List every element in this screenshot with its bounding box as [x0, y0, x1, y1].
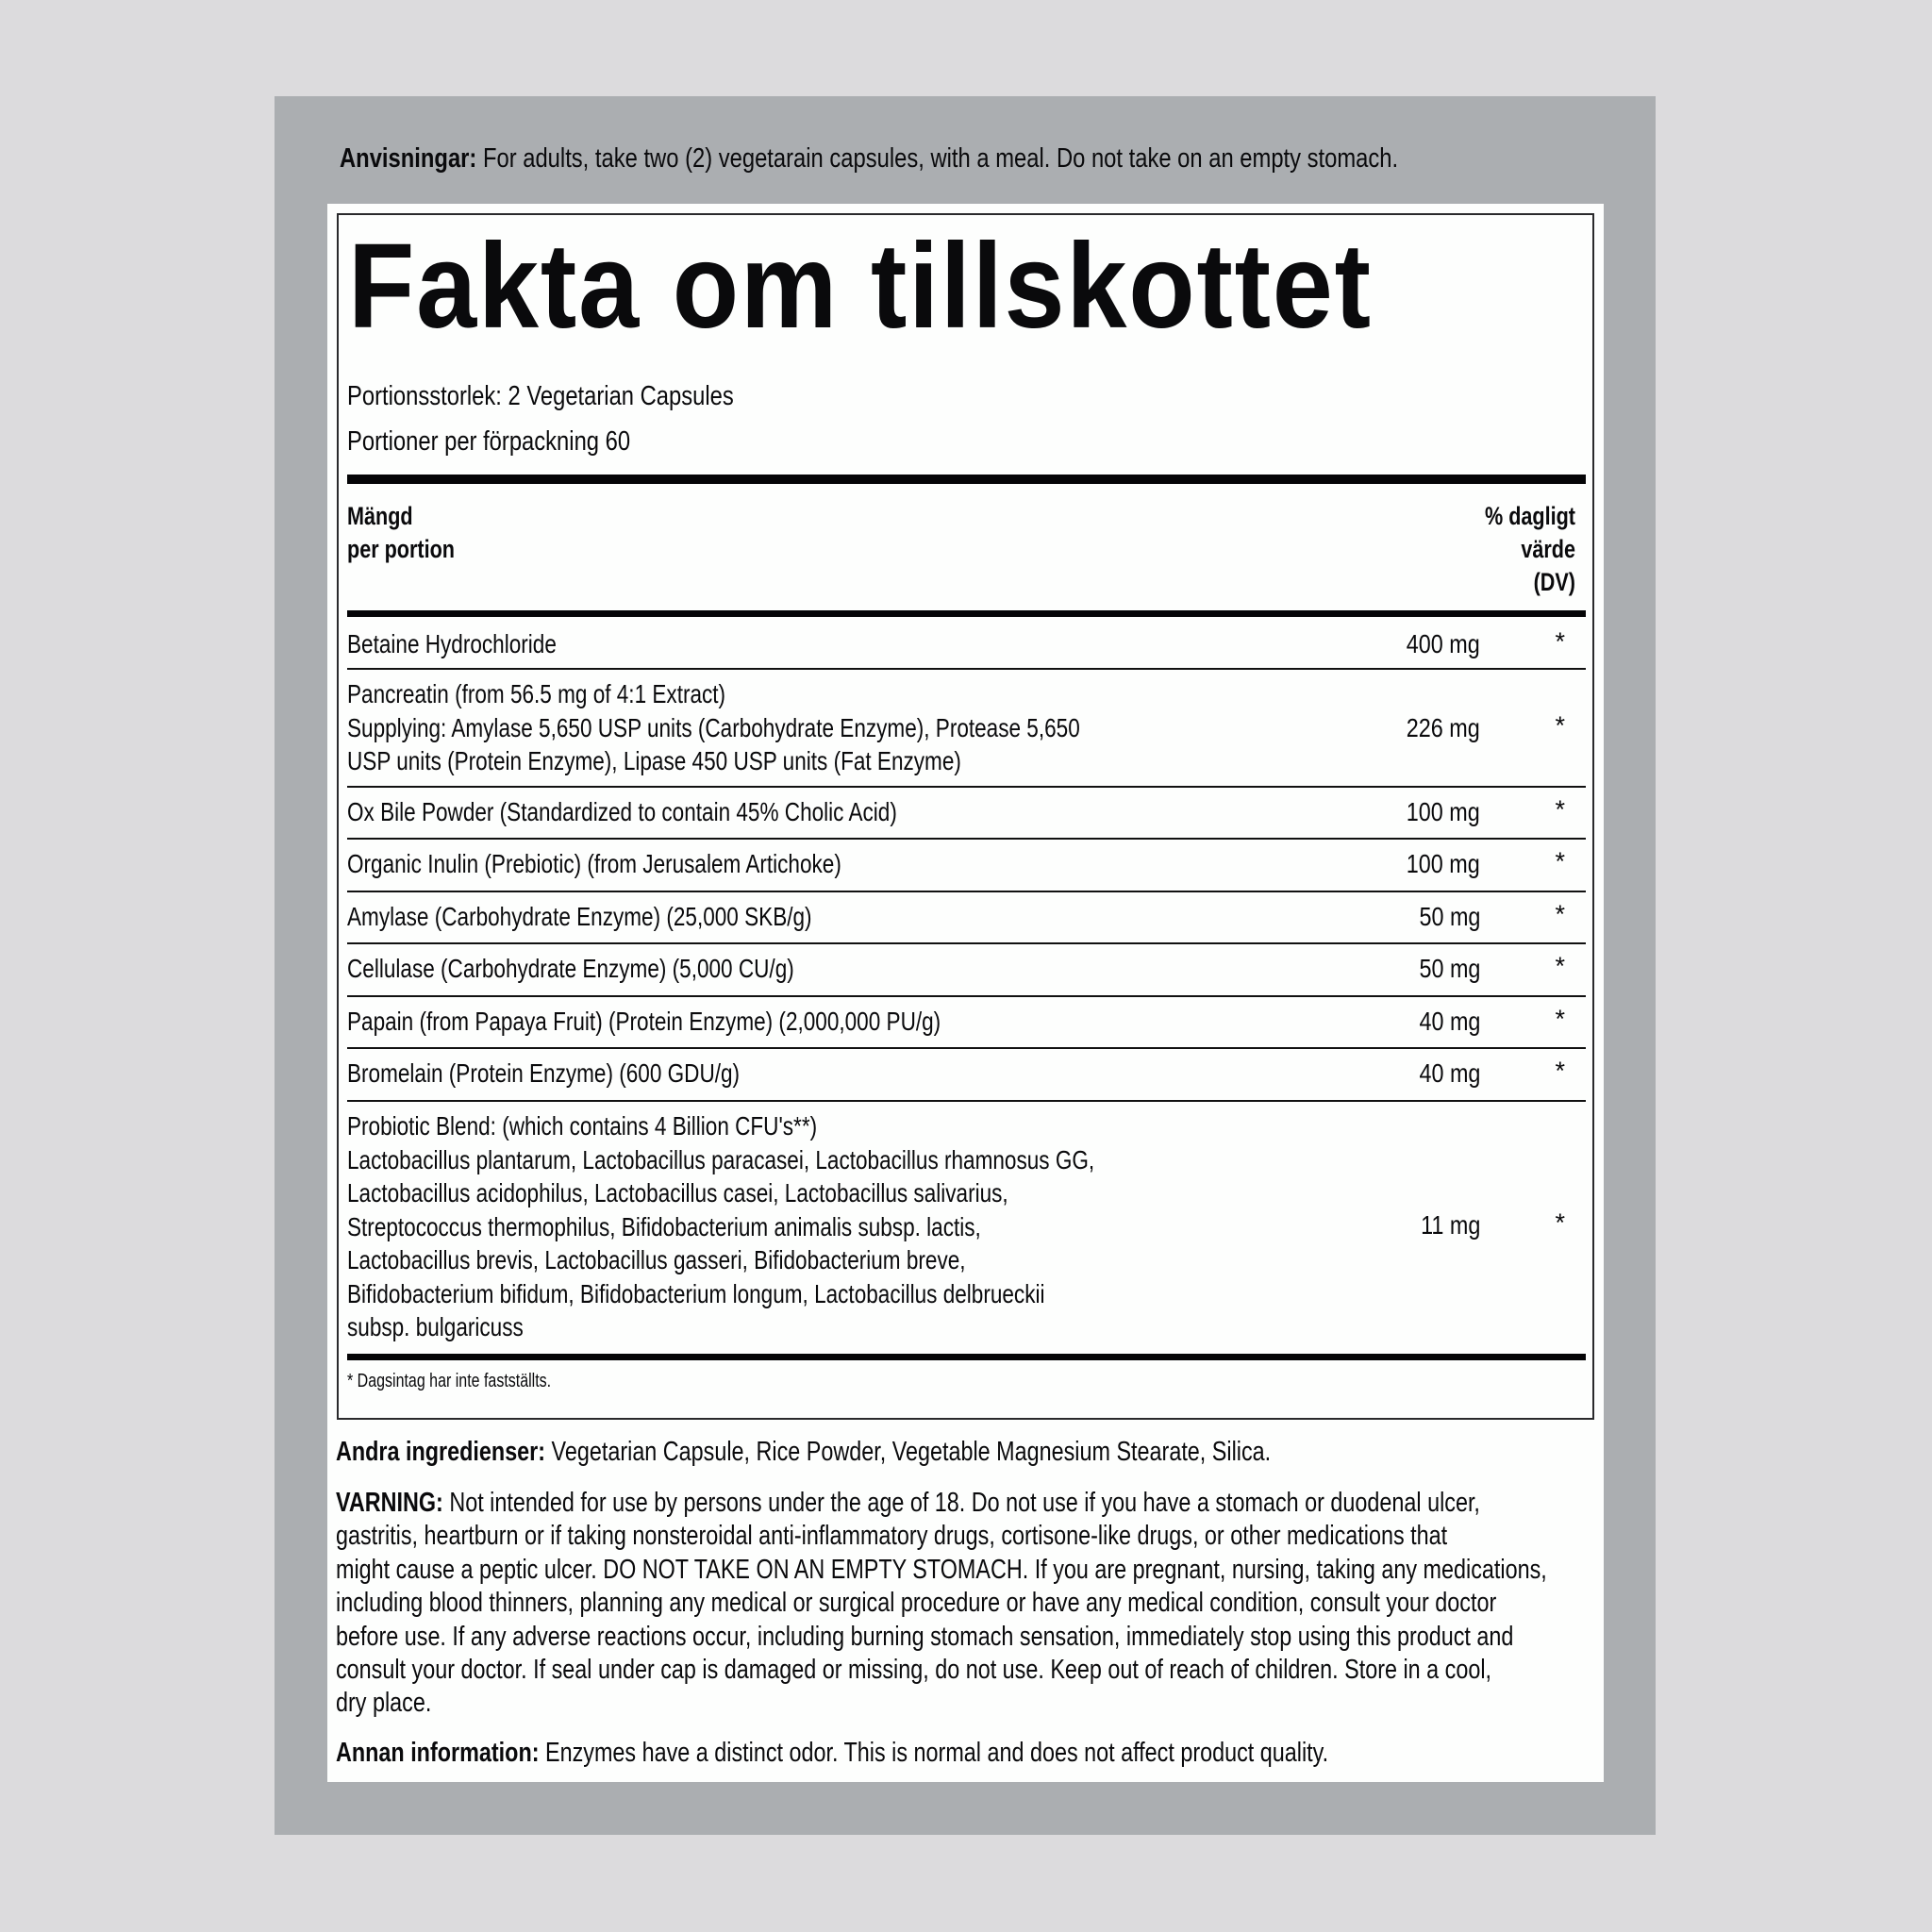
- divider-thin: [347, 1100, 1586, 1102]
- ingredient-name: [347, 677, 1080, 778]
- ingredient-amount: 400 mg: [1407, 629, 1480, 658]
- ingredient-amount: 226 mg: [1407, 713, 1480, 742]
- daily-value-footnote: * Dagsintag har inte fastställts.: [347, 1371, 552, 1391]
- facts-title: Fakta om tillskottet: [348, 219, 1373, 354]
- divider-thin: [347, 786, 1586, 788]
- header-left-line: per portion: [347, 535, 455, 563]
- name-line: Lactobacillus brevis, Lactobacillus gasseri, Bifidobacterium breve,: [347, 1245, 966, 1274]
- ingredient-amount: 50 mg: [1419, 954, 1480, 983]
- name-line: Streptococcus thermophilus, Bifidobacterium animalis subsp. lactis,: [347, 1211, 981, 1241]
- table-row: [347, 1054, 1586, 1091]
- name-line: Ox Bile Powder (Standardized to contain 45% Cholic Acid): [347, 797, 897, 826]
- table-row: [347, 1002, 1586, 1040]
- table-row: [347, 949, 1586, 987]
- other-ingredients: [336, 1436, 1373, 1469]
- ingredient-amount: 40 mg: [1419, 1058, 1480, 1088]
- amount-per-serving-header: [347, 500, 455, 566]
- name-line: Supplying: Amylase 5,650 USP units (Carbohydrate Enzyme), Protease 5,650: [347, 712, 1080, 742]
- ingredient-amount: 100 mg: [1407, 797, 1480, 826]
- daily-value: *: [1555, 1208, 1565, 1237]
- header-right-line: värde: [1521, 535, 1575, 563]
- name-line: USP units (Protein Enzyme), Lipase 450 USP units (Fat Enzyme): [347, 746, 961, 775]
- divider-thin: [347, 995, 1586, 997]
- name-line: Amylase (Carbohydrate Enzyme) (25,000 SKB/g): [347, 902, 812, 931]
- servings-per-container: Portioner per förpackning 60: [347, 426, 631, 457]
- ingredient-amount: 100 mg: [1407, 849, 1480, 878]
- ingredient-name: [347, 627, 557, 661]
- table-row: [347, 792, 1586, 830]
- ingredient-amount: 11 mg: [1420, 1210, 1480, 1240]
- daily-value: *: [1555, 1057, 1565, 1085]
- warning-line: gastritis, heartburn or if taking nonsteroidal anti-inflammatory drugs, cortisone-like drugs, or other medications that: [336, 1521, 1448, 1552]
- name-line: Organic Inulin (Prebiotic) (from Jerusalem Artichoke): [347, 849, 841, 878]
- directions-label: Anvisningar:: [340, 143, 477, 174]
- supplement-facts-box: [337, 213, 1594, 1420]
- warning-line: dry place.: [336, 1688, 432, 1719]
- warning-text: Not intended for use by persons under the age of 18. Do not use if you have a stomach or duodenal ulcer,: [442, 1488, 1480, 1518]
- divider-thick: [347, 475, 1586, 484]
- ingredient-name: [347, 1005, 941, 1039]
- name-line: Betaine Hydrochloride: [347, 629, 557, 658]
- divider-thin: [347, 1047, 1586, 1049]
- divider-thin: [347, 668, 1586, 670]
- name-line: Pancreatin (from 56.5 mg of 4:1 Extract): [347, 679, 726, 708]
- directions-text: For adults, take two (2) vegetarain capsules, with a meal. Do not take on an empty stomach.: [476, 143, 1399, 174]
- warning-line: including blood thinners, planning any medical or surgical procedure or have any medical condition, consult your doctor: [336, 1588, 1497, 1619]
- table-row: [347, 675, 1586, 786]
- ingredient-name: [347, 795, 897, 829]
- header-left-line: Mängd: [347, 502, 413, 530]
- name-line: Probiotic Blend: (which contains 4 Billion CFU's**): [347, 1111, 818, 1141]
- other-information-label: Annan information:: [336, 1738, 540, 1768]
- daily-value: *: [1555, 847, 1565, 875]
- ingredient-name: [347, 1109, 1094, 1344]
- header-right-line: % dagligt: [1485, 502, 1575, 530]
- ingredient-name: [347, 900, 812, 934]
- other-information: [336, 1737, 1373, 1770]
- ingredient-amount: 40 mg: [1419, 1007, 1480, 1036]
- ingredient-name: [347, 847, 841, 881]
- warning-line: consult your doctor. If seal under cap is damaged or missing, do not use. Keep out of reach of children. Store in a cool,: [336, 1655, 1492, 1686]
- name-line: Lactobacillus plantarum, Lactobacillus paracasei, Lactobacillus rhamnosus GG,: [347, 1144, 1095, 1174]
- other-ingredients-text: Vegetarian Capsule, Rice Powder, Vegetable Magnesium Stearate, Silica.: [545, 1437, 1272, 1467]
- directions: [340, 143, 1399, 175]
- name-line: Cellulase (Carbohydrate Enzyme) (5,000 CU/g): [347, 954, 794, 983]
- divider-thick: [347, 610, 1586, 617]
- header-right-line: (DV): [1533, 568, 1575, 596]
- divider-thin: [347, 891, 1586, 892]
- name-line: Bromelain (Protein Enzyme) (600 GDU/g): [347, 1058, 741, 1088]
- ingredient-name: [347, 1057, 740, 1091]
- warning-line: [336, 1487, 1480, 1520]
- name-line: Lactobacillus acidophilus, Lactobacillus casei, Lactobacillus salivarius,: [347, 1178, 1008, 1208]
- warning-label: VARNING:: [336, 1488, 443, 1518]
- other-information-text: Enzymes have a distinct odor. This is normal and does not affect product quality.: [539, 1738, 1329, 1768]
- name-line: Papain (from Papaya Fruit) (Protein Enzyme) (2,000,000 PU/g): [347, 1007, 941, 1036]
- table-row: [347, 1107, 1586, 1342]
- serving-size: Portionsstorlek: 2 Vegetarian Capsules: [347, 381, 734, 411]
- table-row: [347, 844, 1586, 882]
- daily-value: *: [1555, 900, 1565, 928]
- daily-value: *: [1555, 627, 1565, 656]
- table-row: [347, 897, 1586, 935]
- name-line: Bifidobacterium bifidum, Bifidobacterium longum, Lactobacillus delbrueckii: [347, 1278, 1045, 1308]
- daily-value: *: [1555, 1005, 1565, 1033]
- divider-thin: [347, 838, 1586, 840]
- daily-value: *: [1555, 952, 1565, 980]
- daily-value: *: [1555, 795, 1565, 824]
- daily-value: *: [1555, 711, 1565, 740]
- daily-value-header: [1485, 500, 1575, 599]
- warning: [336, 1487, 1547, 1721]
- warning-line: before use. If any adverse reactions occur, including burning stomach sensation, immediately stop using this product and: [336, 1621, 1514, 1652]
- table-row: [347, 623, 1586, 660]
- divider-thick: [347, 1354, 1586, 1360]
- name-line: subsp. bulgaricuss: [347, 1312, 524, 1341]
- ingredient-amount: 50 mg: [1419, 902, 1480, 931]
- divider-thin: [347, 942, 1586, 944]
- other-ingredients-label: Andra ingredienser:: [336, 1437, 546, 1467]
- warning-line: might cause a peptic ulcer. DO NOT TAKE ON AN EMPTY STOMACH. If you are pregnant, nursing, taking any medications,: [336, 1554, 1547, 1585]
- ingredient-name: [347, 952, 794, 986]
